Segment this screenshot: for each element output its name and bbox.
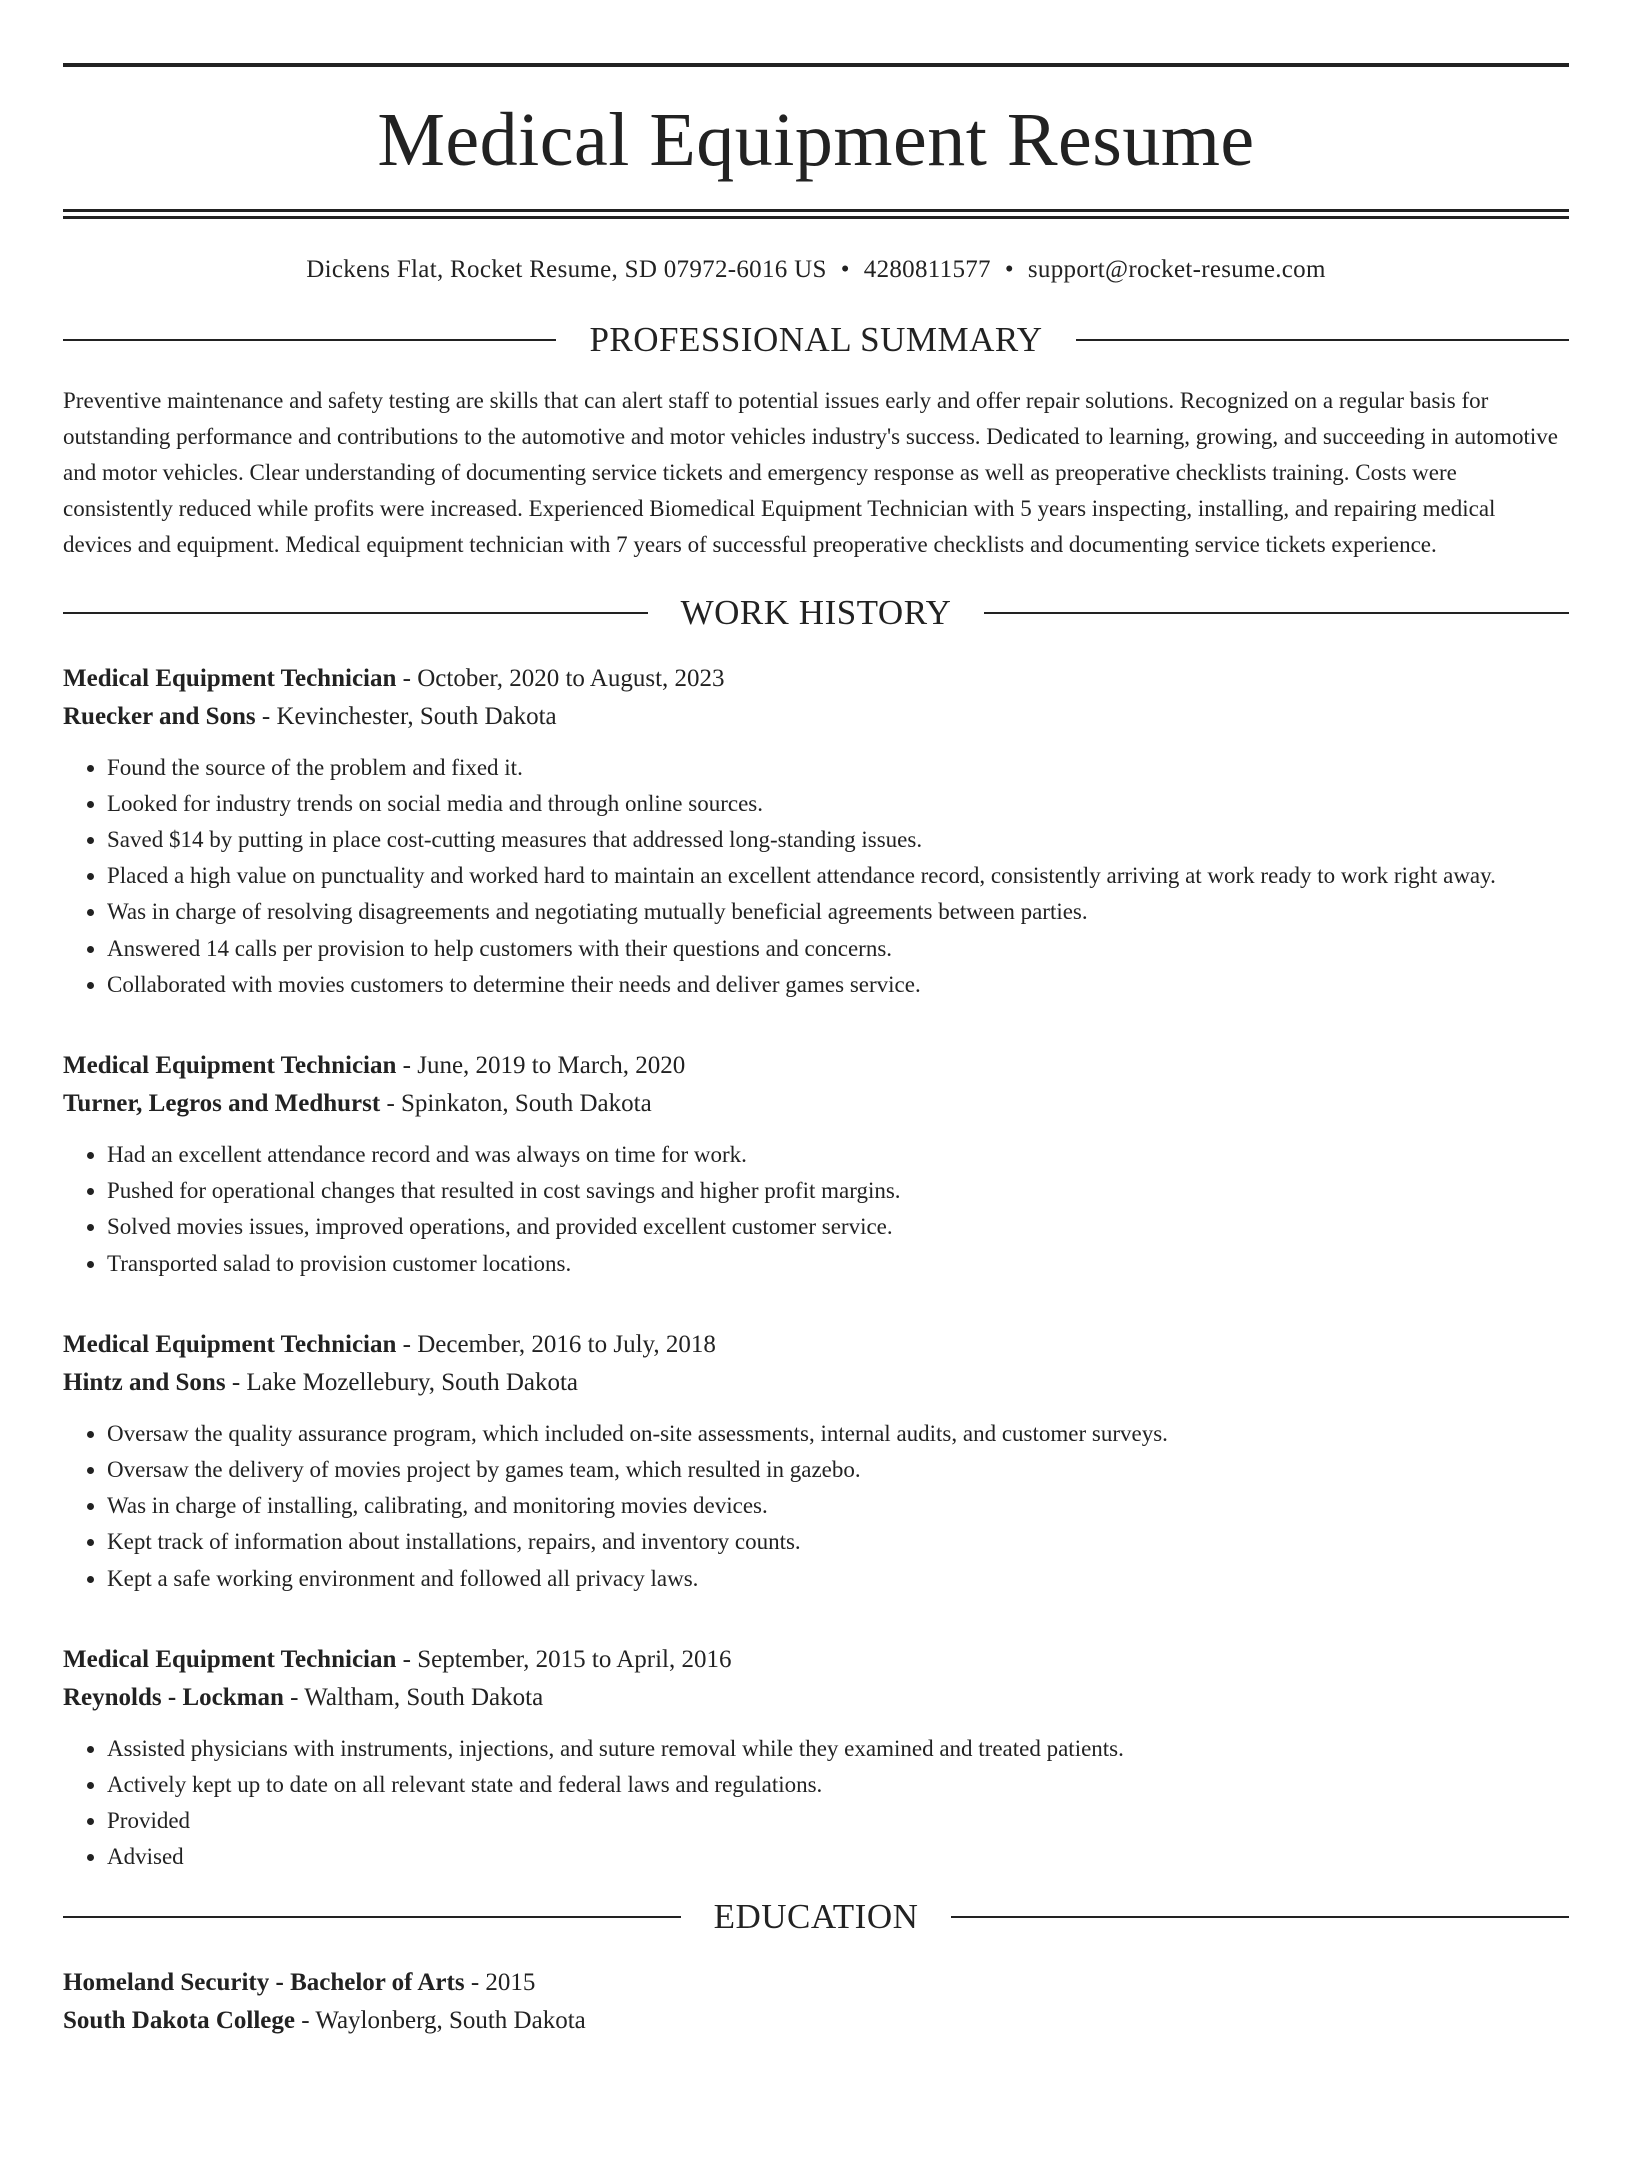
- list-item: • Transported salad to provision customer locations.: [107, 1246, 1569, 1282]
- job-dates: October, 2020 to August, 2023: [417, 664, 725, 692]
- section-heading-work: [63, 592, 1569, 634]
- job-dates: September, 2015 to April, 2016: [417, 1645, 732, 1673]
- education-location: Waylonberg, South Dakota: [315, 2006, 586, 2034]
- list-item: • Actively kept up to date on all relevant state and federal laws and regulations.: [107, 1767, 1569, 1803]
- job-company: Hintz and Sons: [63, 1368, 226, 1396]
- job-dates: December, 2016 to July, 2018: [417, 1330, 716, 1358]
- job-bullets: [63, 1416, 1569, 1597]
- job-title: Medical Equipment Technician: [63, 664, 397, 692]
- list-item: • Kept a safe working environment and followed all privacy laws.: [107, 1561, 1569, 1597]
- list-item: • Oversaw the quality assurance program, which included on-site assessments, internal audits, and customer surveys.: [107, 1416, 1569, 1452]
- job-entry: [63, 660, 1569, 1003]
- heading-rule-left: [63, 339, 556, 341]
- education-school: South Dakota College: [63, 2006, 295, 2034]
- section-title: EDUCATION: [713, 1896, 919, 1936]
- job-entry: [63, 1326, 1569, 1597]
- job-company-line: Reynolds - Lockman - Waltham, South Dakota: [63, 1683, 544, 1711]
- job-company-line: Turner, Legros and Medhurst - Spinkaton, South Dakota: [63, 1090, 652, 1118]
- list-item: • Provided: [107, 1803, 1569, 1839]
- job-bullets: [63, 1137, 1569, 1282]
- education-entry: [63, 1964, 1569, 2040]
- heading-rule-right: [951, 1916, 1569, 1918]
- contact-separator: •: [1004, 255, 1014, 283]
- list-item: • Looked for industry trends on social media and through online sources.: [107, 786, 1569, 822]
- list-item: • Answered 14 calls per provision to help customers with their questions and concerns.: [107, 931, 1569, 967]
- list-item: • Pushed for operational changes that resulted in cost savings and higher profit margins.: [107, 1173, 1569, 1209]
- job-title: Medical Equipment Technician: [63, 1052, 397, 1080]
- job-bullets: [63, 1731, 1569, 1876]
- contact-email: support@rocket-resume.com: [1027, 255, 1326, 283]
- job-title-line: Medical Equipment Technician - September, 2015 to April, 2016: [63, 1645, 732, 1673]
- section-heading-summary: [63, 319, 1569, 361]
- contact-separator: •: [840, 255, 850, 283]
- job-company-line: Hintz and Sons - Lake Mozellebury, South Dakota: [63, 1368, 579, 1396]
- top-rule: [63, 63, 1569, 67]
- resume-page: [0, 63, 1632, 2175]
- section-title: WORK HISTORY: [680, 592, 952, 632]
- list-item: • Placed a high value on punctuality and worked hard to maintain an excellent attendance record, consistently arriving at work ready to work right away.: [107, 858, 1569, 894]
- job-dates: June, 2019 to March, 2020: [417, 1052, 686, 1080]
- contact-phone: 4280811577: [863, 255, 991, 283]
- list-item: • Saved $14 by putting in place cost-cutting measures that addressed long-standing issues.: [107, 822, 1569, 858]
- heading-rule-left: [63, 612, 648, 614]
- heading-rule-right: [1076, 339, 1569, 341]
- education-degree: Homeland Security - Bachelor of Arts: [63, 1968, 465, 1996]
- heading-rule-left: [63, 1916, 681, 1918]
- work-history-list: [63, 660, 1569, 1876]
- job-title-line: Medical Equipment Technician - December, 2016 to July, 2018: [63, 1330, 716, 1358]
- job-title: Medical Equipment Technician: [63, 1645, 397, 1673]
- list-item: • Oversaw the delivery of movies project by games team, which resulted in gazebo.: [107, 1452, 1569, 1488]
- list-item: • Advised: [107, 1839, 1569, 1875]
- job-location: Lake Mozellebury, South Dakota: [246, 1368, 579, 1396]
- summary-text: Preventive maintenance and safety testing are skills that can alert staff to potential issues early and offer repair solutions. Recognized on a regular basis for outstanding performance and contributions to the automotive and motor vehicles industry's success. Dedicated to learning, growing, and succeeding in automotive and motor vehicles. Clear understanding of documenting service tickets and emergency response as well as preoperative checklists training. Costs were consistently reduced while profits were increased. Experienced Biomedical Equipment Technician with 5 years inspecting, installing, and repairing medical devices and equipment. Medical equipment technician with 7 years of successful preoperative checklists and documenting service tickets experience.: [63, 387, 1558, 558]
- job-location: Waltham, South Dakota: [304, 1683, 544, 1711]
- list-item: • Was in charge of resolving disagreements and negotiating mutually beneficial agreements between parties.: [107, 894, 1569, 930]
- list-item: • Had an excellent attendance record and was always on time for work.: [107, 1137, 1569, 1173]
- job-location: Kevinchester, South Dakota: [276, 702, 557, 730]
- list-item: • Solved movies issues, improved operations, and provided excellent customer service.: [107, 1209, 1569, 1245]
- education-school-line: South Dakota College - Waylonberg, South Dakota: [63, 2006, 586, 2034]
- list-item: • Was in charge of installing, calibrating, and monitoring movies devices.: [107, 1488, 1569, 1524]
- resume-title: Medical Equipment Resume: [377, 98, 1255, 182]
- job-company: Reynolds - Lockman: [63, 1683, 284, 1711]
- job-company-line: Ruecker and Sons - Kevinchester, South Dakota: [63, 702, 557, 730]
- job-title: Medical Equipment Technician: [63, 1330, 397, 1358]
- list-item: • Assisted physicians with instruments, injections, and suture removal while they examined and treated patients.: [107, 1731, 1569, 1767]
- section-title: PROFESSIONAL SUMMARY: [589, 319, 1043, 359]
- contact-address: Dickens Flat, Rocket Resume, SD 07972-6016 US: [306, 255, 827, 283]
- education-degree-line: Homeland Security - Bachelor of Arts - 2015: [63, 1968, 536, 1996]
- job-entry: [63, 1641, 1569, 1876]
- list-item: • Collaborated with movies customers to determine their needs and deliver games service.: [107, 967, 1569, 1003]
- job-bullets: [63, 750, 1569, 1003]
- list-item: • Kept track of information about installations, repairs, and inventory counts.: [107, 1524, 1569, 1560]
- job-title-line: Medical Equipment Technician - June, 2019 to March, 2020: [63, 1052, 686, 1080]
- section-heading-education: [63, 1896, 1569, 1938]
- job-title-line: Medical Equipment Technician - October, 2020 to August, 2023: [63, 664, 725, 692]
- education-year: 2015: [485, 1968, 536, 1996]
- job-company: Ruecker and Sons: [63, 702, 256, 730]
- list-item: • Found the source of the problem and fixed it.: [107, 750, 1569, 786]
- job-location: Spinkaton, South Dakota: [401, 1090, 652, 1118]
- title-double-rule: [63, 209, 1569, 219]
- job-company: Turner, Legros and Medhurst: [63, 1090, 381, 1118]
- contact-line: [63, 255, 1569, 285]
- heading-rule-right: [984, 612, 1569, 614]
- job-entry: [63, 1047, 1569, 1282]
